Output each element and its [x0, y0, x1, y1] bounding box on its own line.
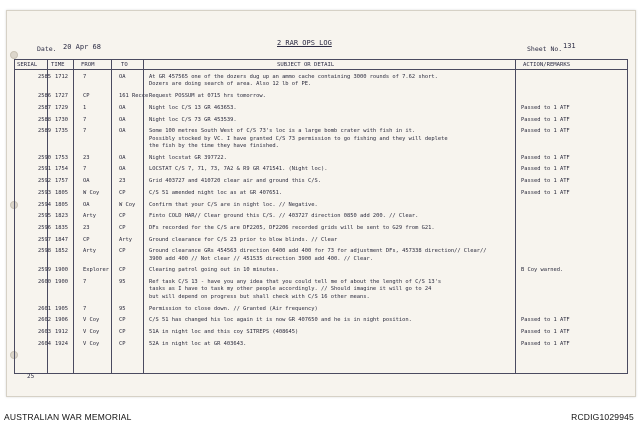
entry-time: 1805: [55, 201, 68, 208]
entry-time: 1852: [55, 248, 68, 255]
entry-serial: 2586: [38, 93, 51, 100]
header-bottom-rule: [14, 69, 628, 70]
entry-from: W Coy: [83, 189, 100, 196]
entry-time: 1805: [55, 189, 68, 196]
entry-serial: 2591: [38, 166, 51, 173]
entry-subject-line: Permission to close down. // Granted (Air frequency): [149, 305, 318, 312]
entry-subject-line: Confirm that your C/S are in night loc. // Negative.: [149, 201, 318, 208]
entry-from: 7: [83, 166, 87, 173]
entry-to: OA: [119, 74, 126, 80]
entry-subject-line: Night locstat GR 397722.: [149, 154, 227, 161]
entry-serial: 2601: [38, 305, 51, 312]
entry-subject-line: 51A in night loc and this coy SITREPS (408645): [149, 329, 299, 335]
col-header-serial: SERIAL: [17, 62, 38, 68]
entry-to: CP: [119, 189, 126, 196]
entry-subject-line: the fish by the time they have finished.: [149, 142, 279, 149]
entry-time: 1900: [55, 267, 68, 274]
entry-action: Passed to 1 ATF: [521, 104, 570, 111]
entry-subject-line: Ground clearance GRs 454563 direction 6400 add 400 for 73 for adjustment DFs, 457338 direction// Clear//: [149, 248, 487, 255]
entry-action: Passed to 1 ATF: [521, 166, 570, 173]
entry-from: OA: [83, 201, 90, 208]
entry-action: B Coy warned.: [521, 267, 564, 274]
entry-from: 7: [83, 74, 87, 80]
entry-time: 1835: [55, 224, 68, 231]
entry-time: 1729: [55, 104, 68, 111]
entry-time: 1712: [55, 74, 68, 80]
entry-serial: 2602: [38, 317, 51, 324]
entry-to: OA: [119, 104, 126, 111]
entry-subject-line: Night loc C/S 73 GR 453539.: [149, 116, 237, 123]
entry-serial: 2587: [38, 104, 51, 111]
entry-action: Passed to 1 ATF: [521, 329, 570, 335]
entry-subject-line: Ref task C/S 13 - have you any idea that you could tell me of about the length of C/S 13's: [149, 279, 442, 286]
entry-subject-line: Dozers are doing search of area. Also 12 lb of PE.: [149, 81, 312, 88]
entry-from: Arty: [83, 213, 96, 220]
log-title: 2 RAR OPS LOG: [277, 39, 332, 47]
table-bottom-rule: [14, 373, 628, 374]
entry-to: CP: [119, 224, 126, 231]
entry-to: OA: [119, 116, 126, 123]
entry-serial: 2596: [38, 224, 51, 231]
entry-serial: 2594: [38, 201, 51, 208]
entry-serial: 2593: [38, 189, 51, 196]
entry-time: 1847: [55, 236, 68, 243]
entry-time: 1924: [55, 340, 68, 347]
entry-to: OA: [119, 128, 126, 135]
entry-from: 7: [83, 116, 87, 123]
entry-to: CP: [119, 340, 126, 347]
col-header-from: FROM: [81, 62, 95, 68]
entry-serial: 2600: [38, 279, 51, 286]
punch-hole: [10, 51, 18, 59]
col-header-to: TO: [121, 62, 128, 68]
entry-to: CP: [119, 213, 126, 220]
entry-serial: 2597: [38, 236, 51, 243]
col-divider: [143, 59, 144, 374]
sheet-value: 131: [563, 42, 576, 50]
entry-from: 7: [83, 279, 87, 286]
entry-to: CP: [119, 267, 126, 274]
entry-subject-line: tasks as I have to task my other people accordingly. // Should imagine it will go to 24: [149, 286, 432, 293]
entry-from: 23: [83, 154, 90, 161]
entry-time: 1753: [55, 154, 68, 161]
entry-from: CP: [83, 93, 90, 100]
entry-to: 95: [119, 279, 126, 286]
entry-time: 1754: [55, 166, 68, 173]
entry-from: 23: [83, 224, 90, 231]
entry-time: 1912: [55, 329, 68, 335]
entry-time: 1900: [55, 279, 68, 286]
entry-to: OA: [119, 166, 126, 173]
entry-to: CP: [119, 248, 126, 255]
footer-id: RCDIG1029945: [571, 412, 634, 422]
sheet-label: Sheet No.: [527, 45, 563, 53]
entry-from: OA: [83, 178, 90, 185]
entry-action: Passed to 1 ATF: [521, 340, 570, 347]
entry-serial: 2603: [38, 329, 51, 335]
entry-subject-line: C/S 51 has changed his loc again it is now GR 407650 and he is in night position.: [149, 317, 412, 324]
entry-from: Arty: [83, 248, 96, 255]
entry-serial: 2599: [38, 267, 51, 274]
entry-serial: 2588: [38, 116, 51, 123]
entry-serial: 2585: [38, 74, 51, 80]
entry-to: Arty: [119, 236, 132, 243]
entry-to: 95: [119, 305, 126, 312]
entry-to: OA: [119, 154, 126, 161]
entry-action: Passed to 1 ATF: [521, 178, 570, 185]
entry-subject-line: Night loc C/S 13 GR 463653.: [149, 104, 237, 111]
col-header-action: ACTION/REMARKS: [523, 62, 571, 68]
entry-to: CP: [119, 329, 126, 335]
entry-subject-line: Ground clearance for C/S 23 prior to blow blinds. // Clear: [149, 236, 338, 243]
entry-subject-line: 3900 add 400 // Not clear // 451535 direction 3900 add 400. // Clear.: [149, 255, 373, 262]
entry-subject-line: DFs recorded for the C/S are DF2205, DF2206 recorded grids will be sent to G29 from G21.: [149, 224, 435, 231]
entry-time: 1906: [55, 317, 68, 324]
entry-time: 1727: [55, 93, 68, 100]
entry-action: Passed to 1 ATF: [521, 154, 570, 161]
entry-time: 1735: [55, 128, 68, 135]
entry-from: 1: [83, 104, 87, 111]
log-sheet: [6, 10, 636, 397]
entry-serial: 2592: [38, 178, 51, 185]
entry-serial: 2598: [38, 248, 51, 255]
entry-from: CP: [83, 236, 90, 243]
col-divider: [627, 59, 628, 374]
entry-action: Passed to 1 ATF: [521, 189, 570, 196]
entry-action: Passed to 1 ATF: [521, 317, 570, 324]
entry-to: W Coy: [119, 201, 136, 208]
date-label: Date.: [37, 45, 57, 53]
entry-time: 1823: [55, 213, 68, 220]
entry-subject-line: C/S 51 amended night loc as at GR 407651.: [149, 189, 283, 196]
col-divider: [111, 59, 112, 374]
entry-from: Explorer: [83, 267, 109, 274]
entry-subject-line: Clearing patrol going out in 10 minutes.: [149, 267, 279, 274]
entry-subject-line: 52A in night loc at GR 403643.: [149, 340, 247, 347]
col-divider: [73, 59, 74, 374]
entry-from: V Coy: [83, 329, 100, 335]
entry-time: 1757: [55, 178, 68, 185]
entry-subject-line: Grid 403727 and 410720 clear air and ground this C/S.: [149, 178, 322, 185]
entry-to: 23: [119, 178, 126, 185]
entry-subject-line: Finto COLD HAR// Clear ground this C/S. // 403727 direction 0850 add 200. // Clear.: [149, 213, 419, 220]
col-header-subject: SUBJECT OR DETAIL: [277, 62, 335, 68]
entry-to: CP: [119, 317, 126, 324]
entry-to: 161 Recce: [119, 93, 149, 100]
header-top-rule: [14, 59, 628, 60]
entry-subject-line: Possibly stocked by VC. I have granted C/S 73 permission to go fishing and they will deplete: [149, 135, 448, 142]
entry-time: 1730: [55, 116, 68, 123]
entry-from: 7: [83, 128, 87, 135]
col-divider: [14, 59, 15, 374]
entry-from: V Coy: [83, 340, 100, 347]
entry-subject-line: but will depend on progress but shall check with C/S 16 other means.: [149, 293, 370, 300]
entry-subject-line: LOCSTAT C/S 7, 71, 73, 7A2 & R9 GR 471541. (Night loc).: [149, 166, 328, 173]
entry-from: V Coy: [83, 317, 100, 324]
entry-subject-line: At GR 457565 one of the dozers dug up an ammo cache containing 3000 rounds of 7.62 short.: [149, 74, 438, 80]
entry-action: Passed to 1 ATF: [521, 128, 570, 135]
entry-serial: 2595: [38, 213, 51, 220]
col-header-time: TIME: [51, 62, 65, 68]
entry-serial: 2604: [38, 340, 51, 347]
entry-time: 1905: [55, 305, 68, 312]
entry-from: 7: [83, 305, 87, 312]
entry-action: Passed to 1 ATF: [521, 116, 570, 123]
entry-serial: 2589: [38, 128, 51, 135]
col-divider: [515, 59, 516, 374]
date-value: 20 Apr 68: [63, 43, 101, 51]
page-mark: 25: [27, 373, 35, 380]
entry-subject-line: Request POSSUM at 0715 hrs tomorrow.: [149, 93, 266, 100]
entry-serial: 2590: [38, 154, 51, 161]
entry-subject-line: Some 100 metres South West of C/S 73's loc is a large bomb crater with fish in it.: [149, 128, 416, 135]
footer-source: AUSTRALIAN WAR MEMORIAL: [4, 412, 132, 422]
